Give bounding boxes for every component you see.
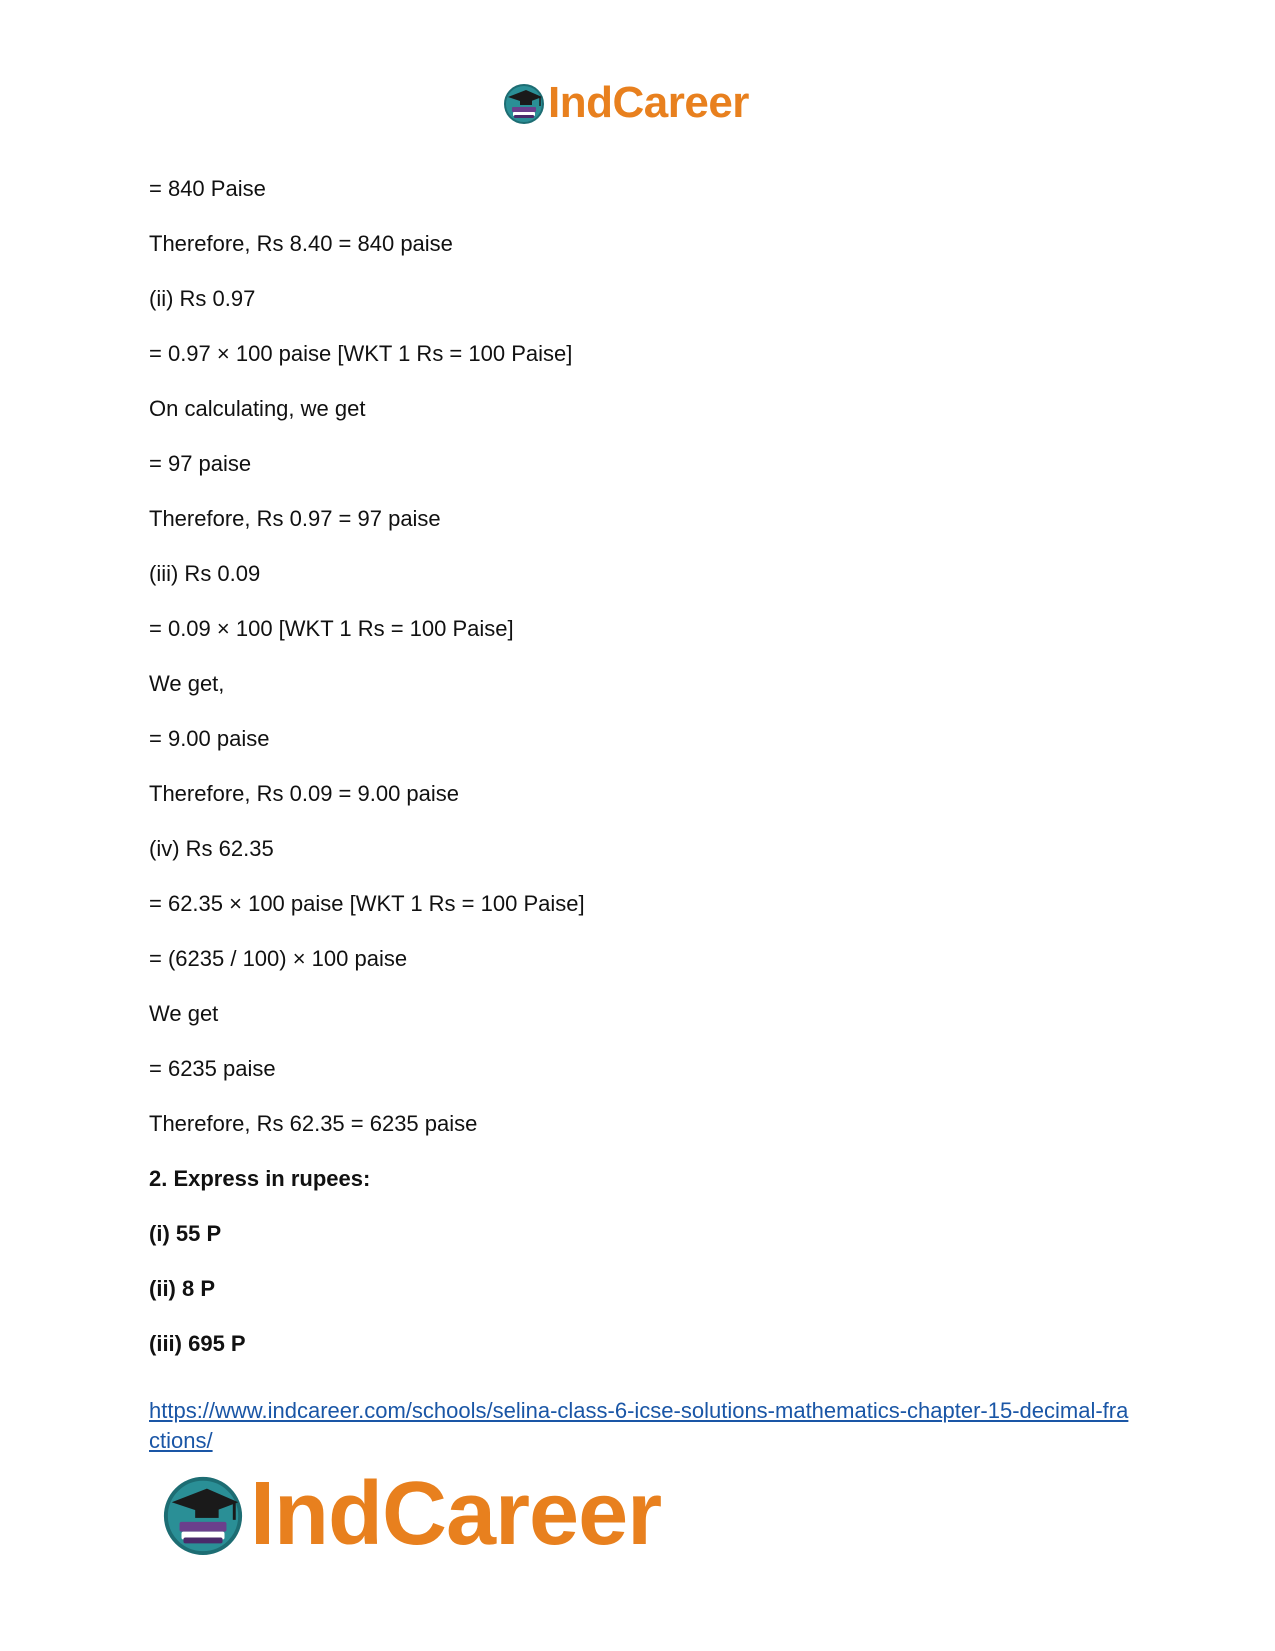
solution-line: Therefore, Rs 62.35 = 6235 paise bbox=[149, 1111, 478, 1136]
logo-wordmark: IndCareer bbox=[548, 78, 749, 127]
solution-line: = 62.35 × 100 paise [WKT 1 Rs = 100 Paise] bbox=[149, 891, 585, 916]
logo-wordmark: IndCareer bbox=[250, 1464, 662, 1564]
solution-line: = 0.09 × 100 [WKT 1 Rs = 100 Paise] bbox=[149, 616, 514, 641]
solution-line: = 6235 paise bbox=[149, 1056, 276, 1081]
solution-line: = (6235 / 100) × 100 paise bbox=[149, 946, 408, 971]
header-logo bbox=[502, 80, 749, 126]
question-line: 2. Express in rupees: bbox=[149, 1166, 371, 1191]
solution-line: (ii) Rs 0.97 bbox=[149, 286, 256, 311]
solution-line: Therefore, Rs 0.97 = 97 paise bbox=[149, 506, 441, 531]
source-url-link[interactable]: https://www.indcareer.com/schools/selina-class-6-icse-solutions-mathematics-chapter-15-decimal-fractions/ bbox=[149, 1398, 1129, 1453]
question-line: (iii) 695 P bbox=[149, 1331, 246, 1356]
solution-line: Therefore, Rs 0.09 = 9.00 paise bbox=[149, 781, 460, 806]
solution-line: We get, bbox=[149, 671, 225, 696]
question-line: (ii) 8 P bbox=[149, 1276, 216, 1301]
graduation-cap-icon bbox=[160, 1471, 246, 1557]
solution-line: Therefore, Rs 8.40 = 840 paise bbox=[149, 231, 453, 256]
solution-line: We get bbox=[149, 1001, 219, 1026]
question-line: (i) 55 P bbox=[149, 1221, 222, 1246]
solution-line: = 0.97 × 100 paise [WKT 1 Rs = 100 Paise] bbox=[149, 341, 573, 366]
graduation-cap-icon bbox=[502, 81, 546, 125]
solution-line: (iii) Rs 0.09 bbox=[149, 561, 261, 586]
solution-line: (iv) Rs 62.35 bbox=[149, 836, 274, 861]
solution-line: On calculating, we get bbox=[149, 396, 366, 421]
solution-line: = 9.00 paise bbox=[149, 726, 270, 751]
document-body bbox=[149, 176, 1129, 1386]
solution-line: = 840 Paise bbox=[149, 176, 266, 201]
footer-logo bbox=[160, 1464, 662, 1564]
solution-line: = 97 paise bbox=[149, 451, 252, 476]
